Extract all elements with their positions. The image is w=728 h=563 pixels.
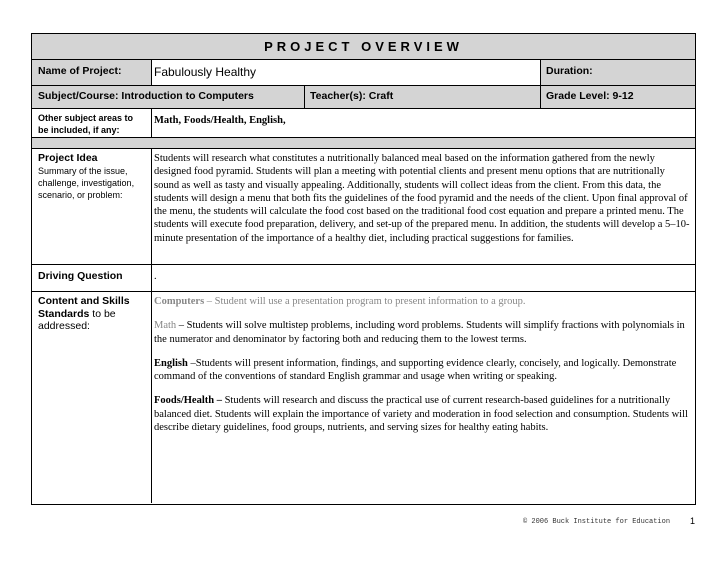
foods-health-standard: Foods/Health – Students will research and discuss the practical use of current research-based guidelines for a nutritionally balanced diet. Students will explain the importance of variety and moderation in food selection and consumption. Students will describe dietary guidelines, food groups, nutrients, and serving sizes for healthy eating habits. (154, 395, 688, 434)
grade-label: Grade Level: 9-12 (546, 90, 634, 102)
page-number: 1 (690, 516, 696, 526)
content-skills-text (154, 295, 692, 434)
name-label: Name of Project: (38, 65, 122, 77)
project-overview-table (31, 33, 696, 505)
content-skills-label: Content and Skills Standards to be addressed: (38, 295, 130, 332)
project-idea-label: Project Idea Summary of the issue, challenge, investigation, scenario, or problem: (38, 152, 135, 200)
subject-label: Subject/Course: Introduction to Computers (38, 90, 254, 102)
page-title: PROJECT OVERVIEW (264, 39, 463, 54)
title-row (32, 34, 695, 59)
project-idea-text: Students will research what constitutes a nutritionally balanced meal based on the information gathered from the newly designed food pyramid. Students will plan a meeting with potential clients and present menu options that are nutritionally sound as well as tasty and visually appealing. Additionally, students will collect ideas from the client. From this data, the students will design a menu that both fits the guidelines of the food pyramid and the needs of the client. Upon final approval of the menu, the students will calculate the food cost based on the traditional food cost equation and prepare a printed menu. The students will execute food preparation, delivery, and set-up of the prepared menu. In addition, the students will develop a 5–10-minute presentation of the importance of a healthy diet, including practical suggestions for families. (154, 153, 690, 244)
other-subjects-label: Other subject areas to be included, if any: (38, 113, 134, 135)
english-standard: English –Students will present information, findings, and supporting evidence clearly, concisely, and logically. Demonstrate command of the conventions of standard English grammar and usage when writing or speaking. (154, 357, 677, 383)
spacer-row (32, 138, 695, 148)
name-value: Fabulously Healthy (154, 65, 257, 79)
teacher-label: Teacher(s): Craft (310, 90, 394, 102)
copyright-footer: © 2006 Buck Institute for Education (523, 518, 671, 526)
driving-question-value: . (154, 271, 157, 282)
other-subjects-value: Math, Foods/Health, English, (154, 115, 286, 126)
driving-question-label: Driving Question (38, 270, 123, 282)
computers-standard: Computers – Student will use a presentation program to present information to a group. (154, 296, 526, 307)
duration-label: Duration: (546, 65, 593, 77)
math-standard: Math – Students will solve multistep problems, including word problems. Students will simplify fractions with polynomials in the numerator and denominator by factoring both and reducing them to the lowest terms. (154, 320, 685, 345)
